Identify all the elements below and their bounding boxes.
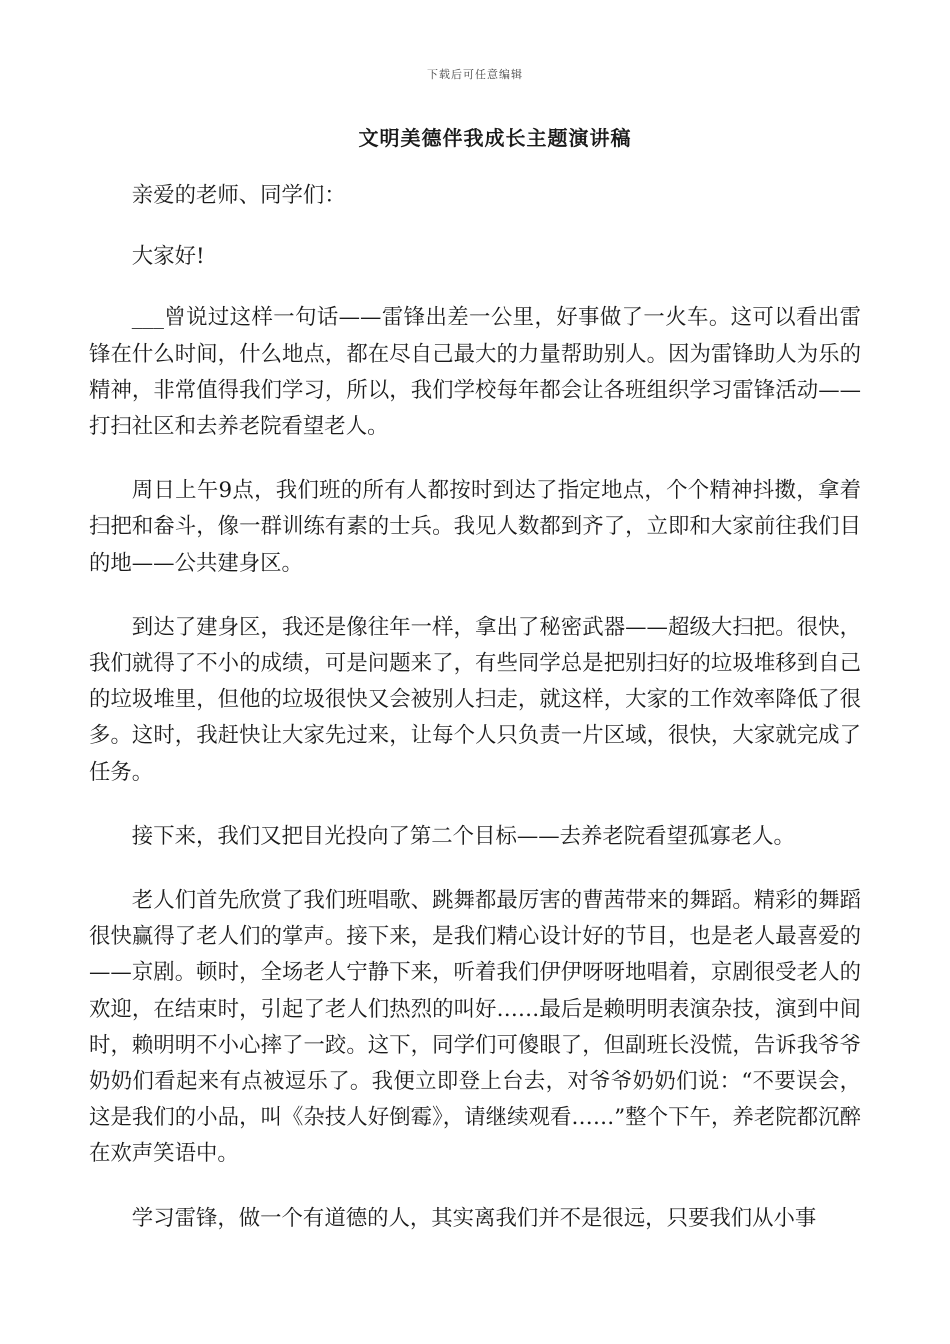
document-title: 文明美德伴我成长主题演讲稿 bbox=[358, 126, 632, 150]
document-body bbox=[89, 178, 861, 1265]
paragraph-nursing-home: 老人们首先欣赏了我们班唱歌、跳舞都最厉害的曹茜带来的舞蹈。精彩的舞蹈很快赢得了老人们的掌声。接下来，是我们精心设计好的节目，也是老人最喜爱的——京剧。顿时，全场老人宁静下来，听着我们伊伊呀呀地唱着，京剧很受老人的欢迎，在结束时，引起了老人们热烈的叫好……最后是赖明明表演杂技，演到中间时，赖明明不小心摔了一跤。这下，同学们可傻眼了，但副班长没慌，告诉我爷爷奶奶们看起来有点被逗乐了。我便立即登上台去，对爷爷奶奶们说：“不要误会，这是我们的小品，叫《杂技人好倒霉》，请继续观看……”整个下午，养老院都沉醉在欢声笑语中。 bbox=[89, 888, 861, 1167]
paragraph-greeting: 大家好! bbox=[131, 244, 205, 270]
paragraph-sunday: 周日上午9点，我们班的所有人都按时到达了指定地点，个个精神抖擞，拿着扫把和畚斗，像一群训练有素的士兵。我见人数都到齐了，立即和大家前往我们目的地——公共建身区。 bbox=[89, 478, 861, 576]
paragraph-salutation: 亲爱的老师、同学们： bbox=[131, 183, 346, 208]
header-note: 下载后可任意编辑 bbox=[427, 68, 523, 81]
paragraph-cleaning: 到达了建身区，我还是像往年一样，拿出了秘密武器——超级大扫把。很快，我们就得了不小的成绩，可是问题来了，有些同学总是把别扫好的垃圾堆移到自己的垃圾堆里，但他的垃圾很快又会被别人扫走，就这样，大家的工作效率降低了很多。这时，我赶快让大家先过来，让每个人只负责一片区域，很快，大家就完成了任务。 bbox=[89, 614, 861, 785]
paragraph-intro: ___曾说过这样一句话——雷锋出差一公里，好事做了一火车。这可以看出雷锋在什么时间，什么地点，都在尽自己最大的力量帮助别人。因为雷锋助人为乐的精神，非常值得我们学习，所以，我们学校每年都会让各班组织学习雷锋活动——打扫社区和去养老院看望老人。 bbox=[89, 305, 861, 440]
paragraph-conclusion: 学习雷锋，做一个有道德的人，其实离我们并不是很远，只要我们从小事 bbox=[131, 1205, 817, 1231]
paragraph-next-target: 接下来，我们又把目光投向了第二个目标——去养老院看望孤寡老人。 bbox=[131, 823, 795, 849]
